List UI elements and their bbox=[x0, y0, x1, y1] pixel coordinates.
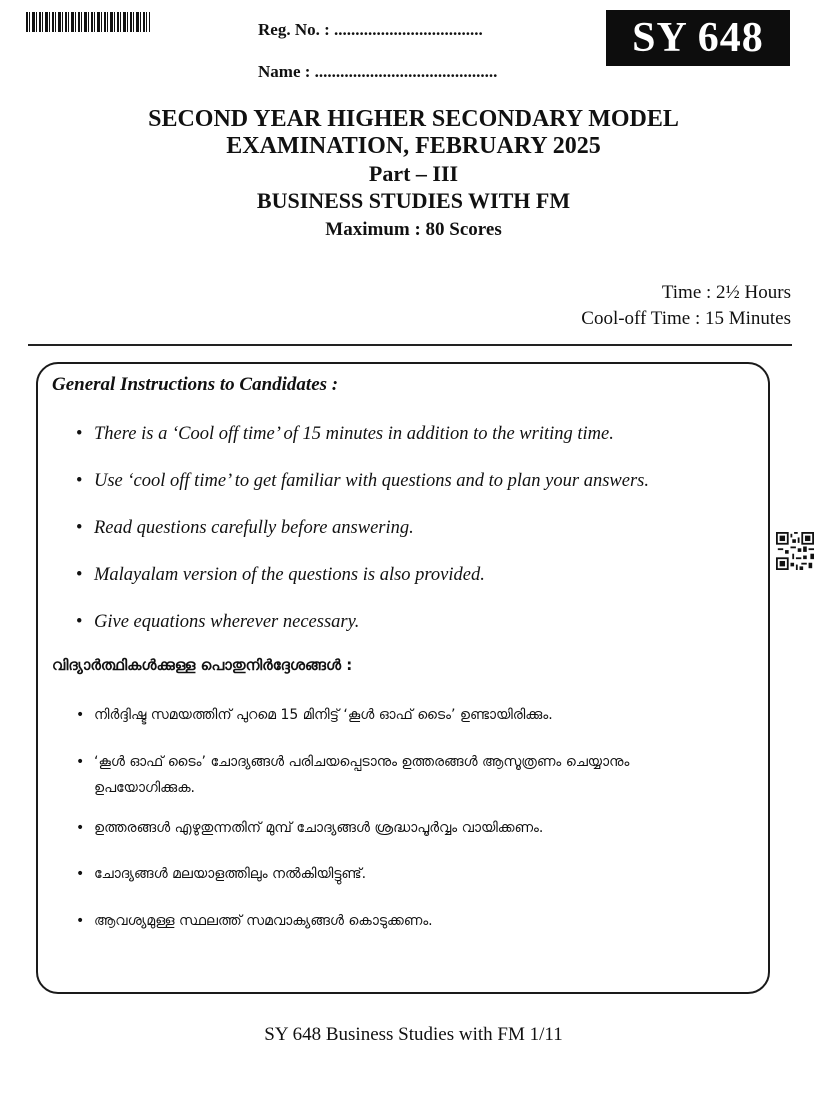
instruction-text-ml: ചോദ്യങ്ങൾ മലയാളത്തിലും നൽകിയിട്ടുണ്ട്. bbox=[94, 866, 367, 882]
instruction-text-en: Read questions carefully before answering. bbox=[94, 518, 414, 538]
instructions-heading-ml: വിദ്യാർത്ഥികൾക്കുള്ള പൊതുനിർദ്ദേശങ്ങൾ : bbox=[52, 656, 353, 674]
timing-info bbox=[581, 280, 791, 332]
instruction-item-ml bbox=[76, 908, 756, 934]
instruction-item-ml bbox=[76, 861, 756, 887]
instruction-item-en bbox=[76, 467, 756, 514]
page-footer: SY 648 Business Studies with FM 1/11 bbox=[264, 1024, 563, 1045]
instruction-text-ml: ഉത്തരങ്ങൾ എഴുതുന്നതിന് മുമ്പ് ചോദ്യങ്ങൾ ശ്രദ്ധാപൂർവ്വം വായിക്കണം. bbox=[94, 820, 544, 836]
bullet-icon: • bbox=[76, 866, 85, 882]
instruction-item-ml bbox=[76, 815, 756, 841]
name-field: Name : ........................................... bbox=[258, 62, 498, 81]
instruction-item-ml bbox=[76, 702, 756, 728]
instruction-item-en bbox=[76, 608, 756, 655]
bullet-icon: • bbox=[76, 471, 83, 491]
exam-title-line2: EXAMINATION, FEBRUARY 2025 bbox=[226, 133, 601, 159]
exam-title-line1: SECOND YEAR HIGHER SECONDARY MODEL bbox=[148, 106, 679, 132]
instruction-text-en: There is a ‘Cool off time’ of 15 minutes in addition to the writing time. bbox=[94, 424, 614, 444]
subject-title: BUSINESS STUDIES WITH FM bbox=[256, 188, 571, 213]
barcode bbox=[26, 12, 150, 32]
exam-part: Part – III bbox=[368, 161, 459, 186]
qr-code-icon bbox=[776, 532, 814, 570]
exam-title-block bbox=[0, 106, 827, 243]
instruction-text-ml: നിർദ്ദിഷ്ട സമയത്തിന് പുറമെ 15 മിനിട്ട് ‘കൂൾ ഓഫ് ടൈം’ ഉണ്ടായിരിക്കും. bbox=[94, 707, 553, 723]
instructions-heading-en: General Instructions to Candidates : bbox=[52, 374, 339, 395]
instructions-list-ml bbox=[76, 702, 756, 954]
bullet-icon: • bbox=[76, 424, 83, 444]
instruction-text-en: Malayalam version of the questions is also provided. bbox=[94, 565, 485, 585]
maximum-score: Maximum : 80 Scores bbox=[325, 219, 502, 240]
instruction-text-ml: ‘കൂൾ ഓഫ് ടൈം’ ചോദ്യങ്ങൾ പരിചയപ്പെടാനും ഉത്തരങ്ങൾ ആസൂത്രണം ചെയ്യാനും ഉപയോഗിക്കുക. bbox=[94, 754, 630, 796]
instructions-list-en bbox=[76, 420, 756, 655]
instruction-item-en bbox=[76, 561, 756, 608]
reg-no-field: Reg. No. : ................................... bbox=[258, 20, 483, 39]
paper-code-badge: SY 648 bbox=[606, 10, 790, 66]
bullet-icon: • bbox=[76, 612, 83, 632]
instruction-text-ml: ആവശ്യമുള്ള സ്ഥലത്ത് സമവാക്യങ്ങൾ കൊടുക്കണം. bbox=[94, 913, 433, 929]
bullet-icon: • bbox=[76, 754, 85, 770]
instruction-text-en: Use ‘cool off time’ to get familiar with questions and to plan your answers. bbox=[94, 471, 649, 491]
bullet-icon: • bbox=[76, 820, 85, 836]
bullet-icon: • bbox=[76, 913, 85, 929]
instruction-item-en bbox=[76, 420, 756, 467]
bullet-icon: • bbox=[76, 707, 85, 723]
cool-off-time: Cool-off Time : 15 Minutes bbox=[581, 308, 791, 329]
instruction-item-ml bbox=[76, 749, 756, 801]
bullet-icon: • bbox=[76, 565, 83, 585]
time-allowed: Time : 2½ Hours bbox=[661, 282, 791, 303]
bullet-icon: • bbox=[76, 518, 83, 538]
instruction-text-en: Give equations wherever necessary. bbox=[94, 612, 360, 632]
header-divider bbox=[28, 344, 792, 346]
instruction-item-en bbox=[76, 514, 756, 561]
